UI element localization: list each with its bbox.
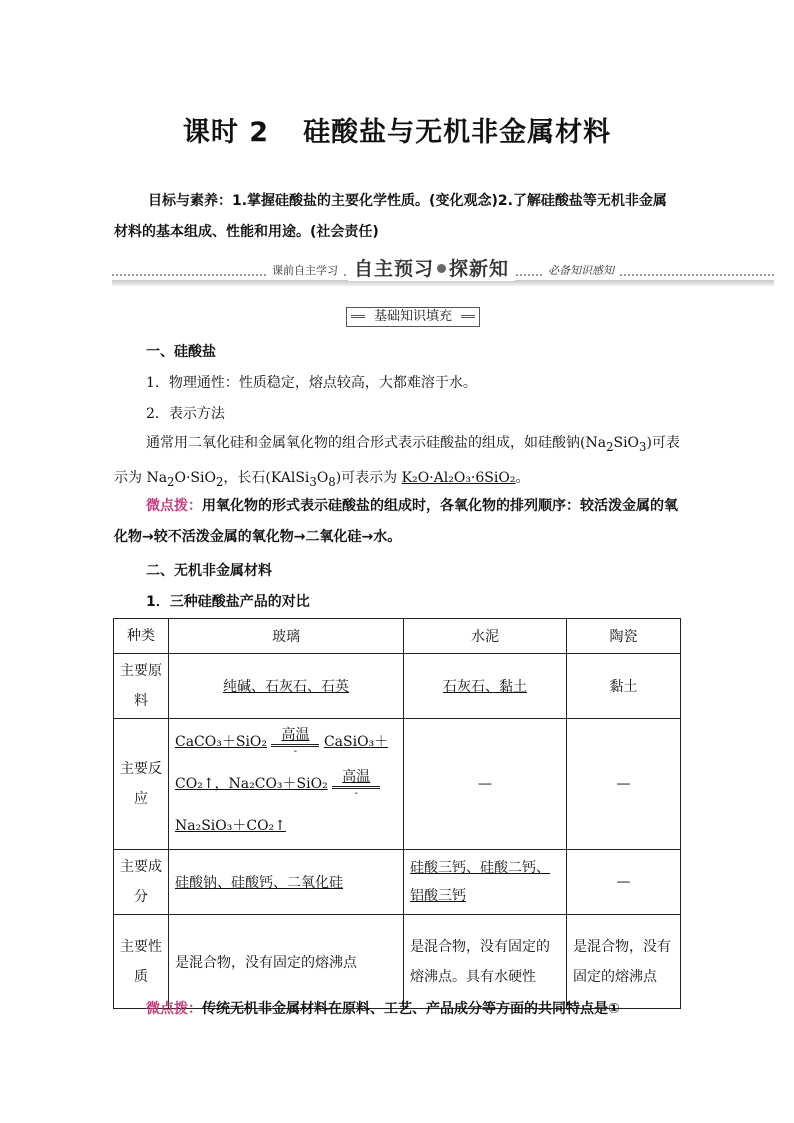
reaction-condition: 高温 - bbox=[271, 728, 319, 757]
banner-title-part-a: 自主预习 bbox=[354, 258, 435, 280]
glass-components: 硅酸钠、硅酸钙、二氧化硅 bbox=[175, 875, 343, 891]
ceramic-properties: 是混合物，没有固定的熔沸点 bbox=[567, 915, 681, 1009]
ceramic-reaction: — bbox=[567, 719, 681, 850]
banner-right-text: 必备知识感知 bbox=[544, 262, 618, 278]
row-heading: 主要反应 bbox=[114, 719, 169, 850]
table-header-cell: 玻璃 bbox=[169, 619, 404, 654]
para-end: 。 bbox=[515, 469, 530, 486]
section-1-heading: 一、硅酸盐 bbox=[146, 344, 216, 360]
ceramic-components: — bbox=[567, 850, 681, 915]
section-2-item-1: 1．三种硅酸盐产品的对比 bbox=[146, 594, 310, 610]
section-1-item-1: 1．物理通性：性质稳定，熔点较高，大都难溶于水。 bbox=[146, 375, 477, 391]
lesson-number: 课时 2 bbox=[182, 117, 270, 148]
row-heading: 主要原料 bbox=[114, 654, 169, 719]
glass-reactions bbox=[169, 719, 404, 850]
condition-label: 高温 bbox=[342, 768, 371, 785]
ceramic-raw-materials: 黏土 bbox=[567, 654, 681, 719]
lesson-title: 硅酸盐与无机非金属材料 bbox=[303, 117, 612, 148]
table-row bbox=[114, 850, 681, 915]
para-text-e: ，长石(KAlSi bbox=[223, 469, 310, 486]
glass-raw-materials: 纯碱、石灰石、石英 bbox=[223, 679, 349, 695]
section-banner bbox=[112, 254, 774, 288]
para-text-f: O bbox=[316, 469, 329, 486]
table-header-cell: 陶瓷 bbox=[567, 619, 681, 654]
page-title bbox=[0, 110, 794, 149]
section-tag: 基础知识填充 bbox=[346, 307, 480, 327]
equation-1-left: CaCO₃＋SiO₂ bbox=[175, 734, 268, 750]
hint-2 bbox=[114, 994, 684, 1025]
para-text-b: SiO bbox=[613, 435, 640, 451]
section-1-item-2: 2．表示方法 bbox=[146, 406, 225, 422]
banner-title-part-b: 探新知 bbox=[449, 258, 510, 280]
cement-properties: 是混合物，没有固定的熔沸点。具有水硬性 bbox=[404, 915, 567, 1009]
hint-text: 用氧化物的形式表示硅酸盐的组成时，各氧化物的排列顺序：较活泼金属的氧化物→较不活泼金属的氧化物→二氧化硅→水。 bbox=[114, 498, 678, 545]
table-header-row bbox=[114, 619, 681, 654]
table-row bbox=[114, 719, 681, 850]
equation-1-right: CaSiO₃＋ bbox=[323, 734, 389, 750]
reaction-condition: 高温 - bbox=[332, 770, 380, 799]
cement-reaction: — bbox=[404, 719, 567, 850]
silicate-products-table bbox=[113, 618, 681, 1009]
banner-main-title bbox=[348, 254, 515, 281]
hint-1 bbox=[114, 491, 684, 553]
row-heading: 主要性质 bbox=[114, 915, 169, 1009]
equation-2-left: CO₂↑，Na₂CO₃＋SiO₂ bbox=[175, 776, 328, 792]
table-header-cell: 种类 bbox=[114, 619, 169, 654]
hint-label: 微点拨： bbox=[146, 498, 202, 514]
table-row bbox=[114, 654, 681, 719]
cement-components: 硅酸三钙、硅酸二钙、铝酸三钙 bbox=[410, 860, 550, 904]
para-text-c: )可表示为 Na bbox=[114, 435, 680, 486]
para-text-d: O·SiO bbox=[174, 469, 216, 486]
representation-paragraph: 通常用二氧化硅和金属氧化物的组合形式表示硅酸盐的组成，如硅酸钠$(Na_2SiO_3)$可表示为 $Na_2O\cdot SiO_2$，长石$(KAlSi_3O_8)$可表示为 K₂O·Al₂O₃·6SiO₂。 bbox=[114, 435, 680, 489]
hint-text: 传统无机非金属材料在原料、工艺、产品成分等方面的共同特点是① bbox=[202, 1001, 620, 1017]
banner-left-text: 课前自主学习 bbox=[268, 262, 342, 278]
learning-goals: 目标与素养：1.掌握硅酸盐的主要化学性质。(变化观念)2.了解硅酸盐等无机非金属材料的基本组成、性能和用途。(社会责任) bbox=[114, 193, 667, 240]
hint-label: 微点拨： bbox=[146, 1001, 202, 1017]
condition-label: 高温 bbox=[281, 726, 310, 743]
para-text-g: )可表示为 bbox=[335, 469, 398, 486]
glass-properties: 是混合物，没有固定的熔沸点 bbox=[169, 915, 404, 1009]
cement-raw-materials: 石灰石、黏土 bbox=[443, 679, 527, 695]
arrow-icon bbox=[437, 264, 446, 273]
row-heading: 主要成分 bbox=[114, 850, 169, 915]
table-header-cell: 水泥 bbox=[404, 619, 567, 654]
section-2-heading: 二、无机非金属材料 bbox=[146, 563, 272, 579]
equation-2-right: Na₂SiO₃＋CO₂↑ bbox=[175, 818, 286, 834]
answer-feldspar-formula: K₂O·Al₂O₃·6SiO₂ bbox=[401, 469, 516, 486]
para-text-a: 通常用二氧化硅和金属氧化物的组合形式表示硅酸盐的组成，如硅酸钠(Na bbox=[146, 435, 607, 451]
